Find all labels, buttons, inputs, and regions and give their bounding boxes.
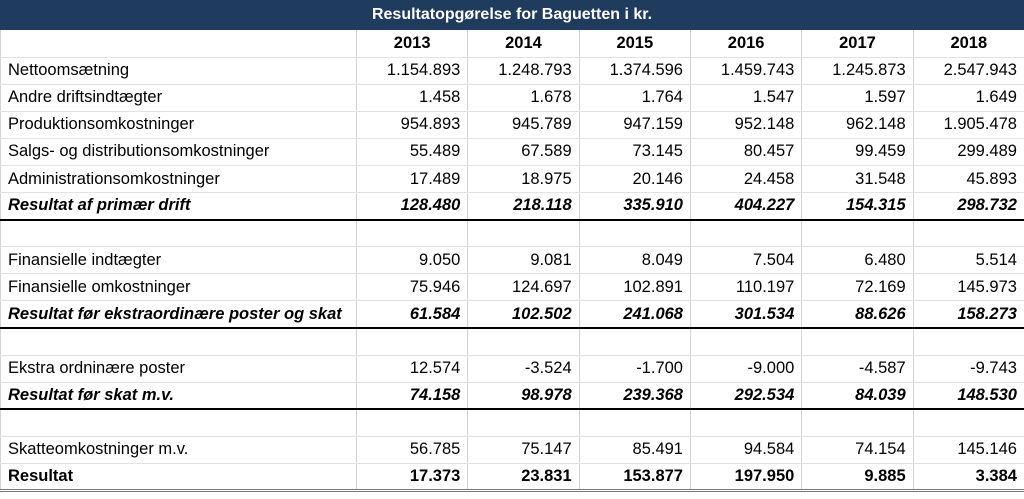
value-cell[interactable]: 7.504 <box>690 247 801 274</box>
table-row <box>1 111 1024 138</box>
table-row <box>1 247 1024 274</box>
table-row <box>1 382 1024 409</box>
value-cell[interactable]: 102.502 <box>468 301 579 328</box>
value-cell[interactable]: 102.891 <box>579 274 690 301</box>
value-cell[interactable]: 61.584 <box>357 301 468 328</box>
value-cell[interactable]: 84.039 <box>802 382 913 409</box>
value-cell[interactable]: 74.154 <box>802 436 913 463</box>
value-cell[interactable]: 292.534 <box>690 382 801 409</box>
value-cell[interactable] <box>468 220 579 247</box>
value-cell[interactable]: 45.893 <box>913 165 1024 192</box>
year-header-cell[interactable]: 2018 <box>913 30 1024 57</box>
table-row <box>1 274 1024 301</box>
row-label-cell[interactable]: Ekstra ordninære poster <box>1 355 357 382</box>
value-cell[interactable]: 954.893 <box>357 111 468 138</box>
spacer-row <box>1 220 1024 247</box>
value-cell[interactable]: 67.589 <box>468 138 579 165</box>
row-label-cell[interactable]: Nettoomsætning <box>1 57 357 84</box>
value-cell[interactable]: 2.547.943 <box>913 57 1024 84</box>
value-cell[interactable] <box>468 328 579 355</box>
row-label-cell[interactable] <box>1 220 357 247</box>
value-cell[interactable]: 299.489 <box>913 138 1024 165</box>
value-cell[interactable]: 128.480 <box>357 193 468 220</box>
table-row <box>1 436 1024 463</box>
value-cell[interactable]: 55.489 <box>357 138 468 165</box>
table-row <box>1 138 1024 165</box>
value-cell[interactable]: 24.458 <box>690 165 801 192</box>
value-cell[interactable]: 301.534 <box>690 301 801 328</box>
value-cell[interactable]: 31.548 <box>802 165 913 192</box>
value-cell[interactable]: 74.158 <box>357 382 468 409</box>
value-cell[interactable]: 75.946 <box>357 274 468 301</box>
value-cell[interactable] <box>690 328 801 355</box>
value-cell[interactable]: 94.584 <box>690 436 801 463</box>
row-label-cell[interactable]: Salgs- og distributionsomkostninger <box>1 138 357 165</box>
value-cell[interactable] <box>913 220 1024 247</box>
value-cell[interactable] <box>357 409 468 436</box>
value-cell[interactable] <box>357 328 468 355</box>
row-label-cell[interactable]: Finansielle omkostninger <box>1 274 357 301</box>
value-cell[interactable]: 124.697 <box>468 274 579 301</box>
value-cell[interactable]: -3.524 <box>468 355 579 382</box>
value-cell[interactable]: 73.145 <box>579 138 690 165</box>
value-cell[interactable] <box>802 328 913 355</box>
value-cell[interactable]: 153.877 <box>579 464 690 491</box>
year-header-cell[interactable]: 2013 <box>357 30 468 57</box>
value-cell[interactable] <box>913 409 1024 436</box>
value-cell[interactable]: 154.315 <box>802 193 913 220</box>
value-cell[interactable]: 9.050 <box>357 247 468 274</box>
row-label-cell[interactable]: Finansielle indtægter <box>1 247 357 274</box>
value-cell[interactable]: -9.000 <box>690 355 801 382</box>
table-row <box>1 301 1024 328</box>
row-label-cell[interactable]: Resultat <box>1 464 357 491</box>
value-cell[interactable]: 1.459.743 <box>690 57 801 84</box>
value-cell[interactable]: 5.514 <box>913 247 1024 274</box>
value-cell[interactable]: 1.597 <box>802 84 913 111</box>
value-cell[interactable]: 1.245.873 <box>802 57 913 84</box>
value-cell[interactable]: 218.118 <box>468 193 579 220</box>
spacer-row <box>1 328 1024 355</box>
value-cell[interactable] <box>690 220 801 247</box>
value-cell[interactable]: 6.480 <box>802 247 913 274</box>
value-cell[interactable]: 1.154.893 <box>357 57 468 84</box>
value-cell[interactable]: 197.950 <box>690 464 801 491</box>
row-label-cell[interactable] <box>1 409 357 436</box>
value-cell[interactable]: 145.973 <box>913 274 1024 301</box>
value-cell[interactable]: 945.789 <box>468 111 579 138</box>
value-cell[interactable]: -4.587 <box>802 355 913 382</box>
row-label-cell[interactable] <box>1 328 357 355</box>
value-cell[interactable]: 3.384 <box>913 464 1024 491</box>
value-cell[interactable]: 1.764 <box>579 84 690 111</box>
row-label-cell[interactable]: Produktionsomkostninger <box>1 111 357 138</box>
value-cell[interactable]: 404.227 <box>690 193 801 220</box>
row-label-cell[interactable]: Resultat før ekstraordinære poster og skat <box>1 301 357 328</box>
year-header-row <box>1 30 1024 57</box>
value-cell[interactable]: -9.743 <box>913 355 1024 382</box>
row-label-cell[interactable]: Resultat af primær drift <box>1 193 357 220</box>
year-header-cell[interactable]: 2014 <box>468 30 579 57</box>
value-cell[interactable] <box>357 220 468 247</box>
value-cell[interactable]: 1.649 <box>913 84 1024 111</box>
table-row <box>1 193 1024 220</box>
value-cell[interactable]: 88.626 <box>802 301 913 328</box>
year-header-cell[interactable]: 2015 <box>579 30 690 57</box>
value-cell[interactable] <box>690 409 801 436</box>
table-row <box>1 57 1024 84</box>
value-cell[interactable]: 335.910 <box>579 193 690 220</box>
value-cell[interactable]: 9.081 <box>468 247 579 274</box>
value-cell[interactable]: 1.458 <box>357 84 468 111</box>
value-cell[interactable] <box>802 220 913 247</box>
value-cell[interactable]: 1.547 <box>690 84 801 111</box>
value-cell[interactable]: 20.146 <box>579 165 690 192</box>
value-cell[interactable]: 12.574 <box>357 355 468 382</box>
value-cell[interactable]: 23.831 <box>468 464 579 491</box>
value-cell[interactable]: 9.885 <box>802 464 913 491</box>
row-label-cell[interactable]: Andre driftsindtægter <box>1 84 357 111</box>
table-row <box>1 355 1024 382</box>
spacer-row <box>1 409 1024 436</box>
header-label-cell[interactable] <box>1 30 357 57</box>
value-cell[interactable]: 110.197 <box>690 274 801 301</box>
value-cell[interactable]: 239.368 <box>579 382 690 409</box>
value-cell[interactable]: 80.457 <box>690 138 801 165</box>
value-cell[interactable]: 17.489 <box>357 165 468 192</box>
value-cell[interactable]: 1.374.596 <box>579 57 690 84</box>
value-cell[interactable] <box>579 409 690 436</box>
value-cell[interactable]: 145.146 <box>913 436 1024 463</box>
value-cell[interactable]: -1.700 <box>579 355 690 382</box>
row-label-cell[interactable]: Resultat før skat m.v. <box>1 382 357 409</box>
value-cell[interactable]: 962.148 <box>802 111 913 138</box>
value-cell[interactable] <box>579 328 690 355</box>
value-cell[interactable] <box>468 409 579 436</box>
value-cell[interactable]: 8.049 <box>579 247 690 274</box>
value-cell[interactable] <box>802 409 913 436</box>
value-cell[interactable] <box>913 328 1024 355</box>
value-cell[interactable]: 75.147 <box>468 436 579 463</box>
table-row <box>1 464 1024 491</box>
value-cell[interactable]: 56.785 <box>357 436 468 463</box>
value-cell[interactable]: 99.459 <box>802 138 913 165</box>
value-cell[interactable]: 1.678 <box>468 84 579 111</box>
value-cell[interactable]: 148.530 <box>913 382 1024 409</box>
value-cell[interactable]: 947.159 <box>579 111 690 138</box>
year-header-cell[interactable]: 2016 <box>690 30 801 57</box>
value-cell[interactable]: 98.978 <box>468 382 579 409</box>
table-row <box>1 165 1024 192</box>
value-cell[interactable]: 72.169 <box>802 274 913 301</box>
row-label-cell[interactable]: Skatteomkostninger m.v. <box>1 436 357 463</box>
income-statement-table <box>0 30 1024 492</box>
value-cell[interactable]: 17.373 <box>357 464 468 491</box>
value-cell[interactable]: 1.248.793 <box>468 57 579 84</box>
value-cell[interactable]: 18.975 <box>468 165 579 192</box>
value-cell[interactable] <box>579 220 690 247</box>
value-cell[interactable]: 1.905.478 <box>913 111 1024 138</box>
row-label-cell[interactable]: Administrationsomkostninger <box>1 165 357 192</box>
value-cell[interactable]: 85.491 <box>579 436 690 463</box>
year-header-cell[interactable]: 2017 <box>802 30 913 57</box>
table-row <box>1 84 1024 111</box>
value-cell[interactable]: 241.068 <box>579 301 690 328</box>
value-cell[interactable]: 298.732 <box>913 193 1024 220</box>
table-title: Resultatopgørelse for Baguetten i kr. <box>0 0 1024 30</box>
value-cell[interactable]: 952.148 <box>690 111 801 138</box>
value-cell[interactable]: 158.273 <box>913 301 1024 328</box>
